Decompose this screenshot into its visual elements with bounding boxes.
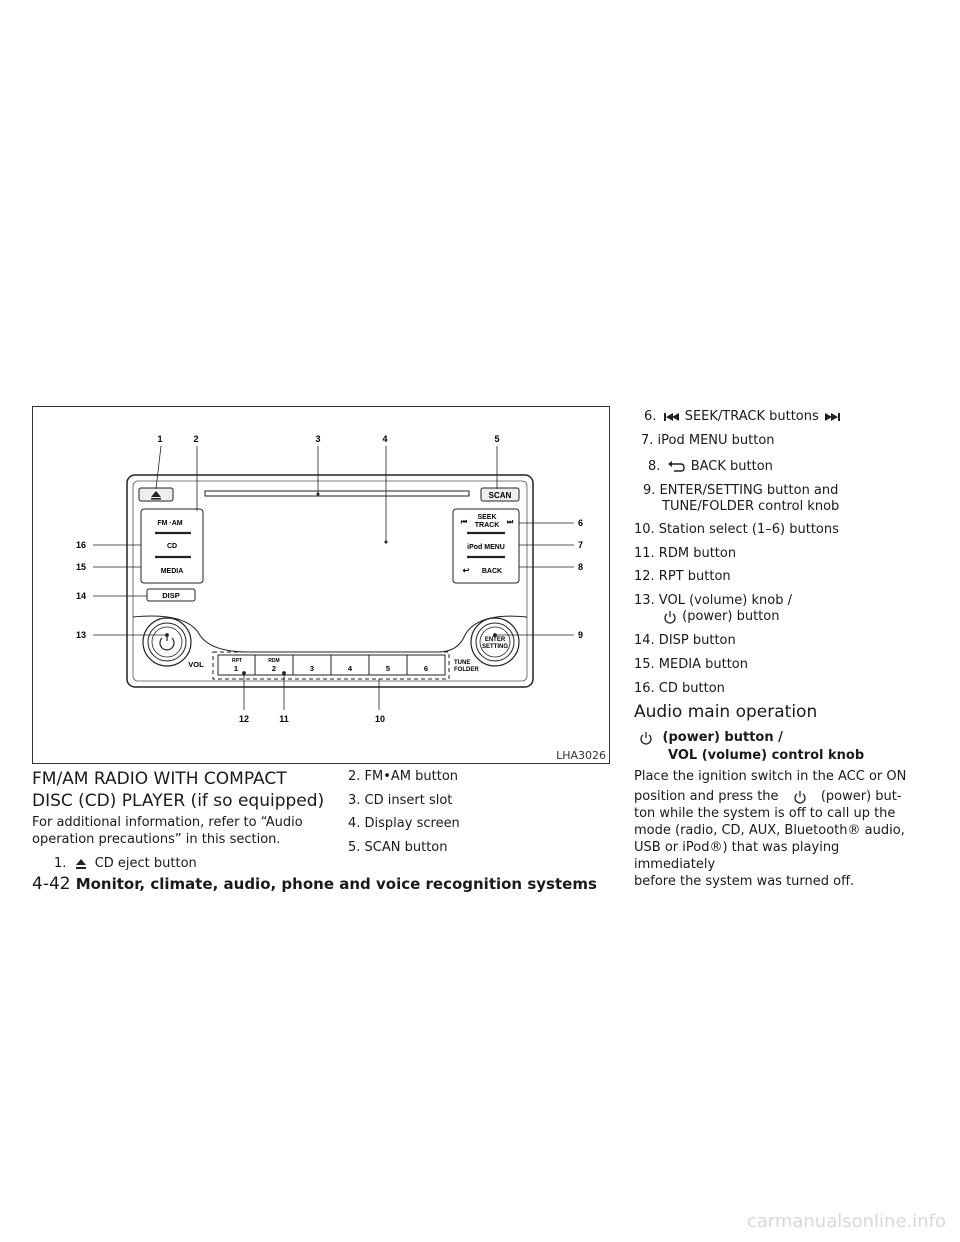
list-item-10: 10. Station select (1–6) buttons — [634, 522, 839, 537]
list-item-12: 12. RPT button — [634, 569, 731, 584]
body-line3: ton while the system is off to call up the — [634, 806, 896, 821]
fm-am-label: FM ·AM — [157, 520, 183, 527]
callout-2: 2 — [193, 434, 199, 444]
intro-line1: For additional information, refer to “Audio — [32, 815, 303, 830]
item1-text: CD eject button — [94, 856, 197, 871]
callout-7: 7 — [578, 540, 584, 550]
power-icon — [634, 731, 658, 745]
preset-5: 5 — [385, 664, 391, 673]
callout-4: 4 — [382, 434, 388, 444]
list-item-9-line2: TUNE/FOLDER control knob — [662, 499, 840, 514]
list-item-16: 16. CD button — [634, 681, 725, 696]
power-icon — [662, 610, 678, 624]
preset-3: 3 — [309, 664, 315, 673]
list-item-11: 11. RDM button — [634, 546, 737, 561]
item8-text: BACK button — [690, 459, 773, 474]
callout-1: 1 — [157, 434, 163, 444]
callout-11: 11 — [279, 714, 289, 724]
list-item-8 — [648, 458, 773, 475]
preset-4: 4 — [347, 664, 353, 673]
callout-6: 6 — [578, 518, 584, 528]
page-number: 4-42 — [32, 874, 71, 894]
seek-prev-icon: ⏮ — [460, 519, 468, 526]
rpt-label: RPT — [232, 658, 242, 664]
callout-15: 15 — [76, 562, 87, 572]
cd-label: CD — [166, 543, 178, 550]
power-heading-line1 — [634, 729, 783, 746]
vol-label: VOL — [188, 660, 204, 669]
preset-6: 6 — [423, 664, 429, 673]
eject-icon — [71, 857, 91, 871]
item1-number: 1. — [54, 856, 67, 871]
list-item-7: 7. iPod MENU button — [641, 433, 775, 448]
intro-line2: operation precautions” in this section. — [32, 832, 281, 847]
preset-2: 2 — [271, 664, 277, 673]
figure-code: LHA3026 — [556, 749, 606, 762]
callout-8: 8 — [578, 562, 584, 572]
callout-13: 13 — [76, 630, 87, 640]
power-heading-text: (power) button / — [662, 730, 783, 745]
ipod-menu-label: iPod MENU — [467, 544, 505, 551]
body-line4: mode (radio, CD, AUX, Bluetooth® audio, — [634, 823, 905, 838]
radio-diagram — [33, 407, 611, 765]
folder-label: FOLDER — [454, 667, 479, 673]
list-item-13-line2 — [662, 608, 779, 625]
rdm-label: RDM — [268, 658, 280, 664]
body-line2 — [634, 788, 924, 805]
list-item-2: 2. FM•AM button — [348, 769, 459, 784]
seek-label: SEEK — [477, 514, 497, 521]
list-item-6 — [644, 408, 843, 425]
back-arrow-icon: ↩ — [462, 566, 470, 575]
page-footer — [32, 874, 597, 894]
radio-diagram-figure — [32, 406, 610, 764]
track-label: TRACK — [474, 522, 500, 529]
callout-10: 10 — [374, 714, 386, 724]
tune-label: TUNE — [454, 660, 471, 666]
watermark: carmanualsonline.info — [746, 1211, 946, 1232]
body-line6: before the system was turned off. — [634, 874, 855, 889]
vol-knob-shape — [143, 618, 191, 666]
power-heading-line2: VOL (volume) control knob — [668, 748, 865, 763]
audio-main-operation-heading: Audio main operation — [634, 702, 818, 722]
callout-16: 16 — [76, 540, 87, 550]
enter-label: ENTER — [484, 637, 506, 643]
body-line1: Place the ignition switch in the ACC or ON — [634, 769, 907, 784]
scan-label: SCAN — [488, 491, 512, 500]
back-icon — [665, 460, 687, 474]
preset-1: 1 — [233, 664, 239, 673]
list-item-3: 3. CD insert slot — [348, 793, 453, 808]
callout-5: 5 — [494, 434, 500, 444]
list-item-15: 15. MEDIA button — [634, 657, 748, 672]
callout-12: 12 — [238, 714, 250, 724]
seek-next-icon: ⏭ — [506, 519, 514, 526]
list-item-14: 14. DISP button — [634, 633, 736, 648]
seek-forward-icon — [823, 411, 843, 423]
section-heading-line2: DISC (CD) PLAYER (if so equipped) — [32, 791, 325, 811]
disp-label: DISP — [162, 591, 180, 600]
setting-label: SETTING — [481, 644, 509, 650]
list-item-4: 4. Display screen — [348, 816, 460, 831]
item8-number: 8. — [648, 459, 661, 474]
callout-9: 9 — [578, 630, 584, 640]
body-line2b: (power) but- — [820, 789, 902, 804]
body-paragraph — [634, 768, 924, 890]
power-icon — [783, 790, 817, 804]
list-item-9: 9. ENTER/SETTING button and — [643, 483, 839, 498]
item6-text: SEEK/TRACK buttons — [684, 409, 819, 424]
body-line5: USB or iPod®) that was playing immediately — [634, 840, 840, 872]
callout-3: 3 — [315, 434, 321, 444]
chapter-title: Monitor, climate, audio, phone and voice recognition systems — [75, 875, 597, 893]
item13-line2-text: (power) button — [682, 609, 780, 624]
list-item-5: 5. SCAN button — [348, 840, 448, 855]
body-line2a: position and press the — [634, 789, 779, 804]
section-heading-line1: FM/AM RADIO WITH COMPACT — [32, 769, 287, 789]
seek-back-icon — [661, 411, 681, 423]
media-label: MEDIA — [160, 568, 184, 575]
left-column — [32, 768, 332, 812]
intro-paragraph — [32, 814, 332, 848]
list-item-1 — [54, 855, 197, 872]
callout-14: 14 — [76, 591, 87, 601]
cd-slot-shape — [205, 491, 469, 496]
back-label: BACK — [481, 568, 503, 575]
item6-number: 6. — [644, 409, 657, 424]
list-item-13: 13. VOL (volume) knob / — [634, 593, 792, 608]
